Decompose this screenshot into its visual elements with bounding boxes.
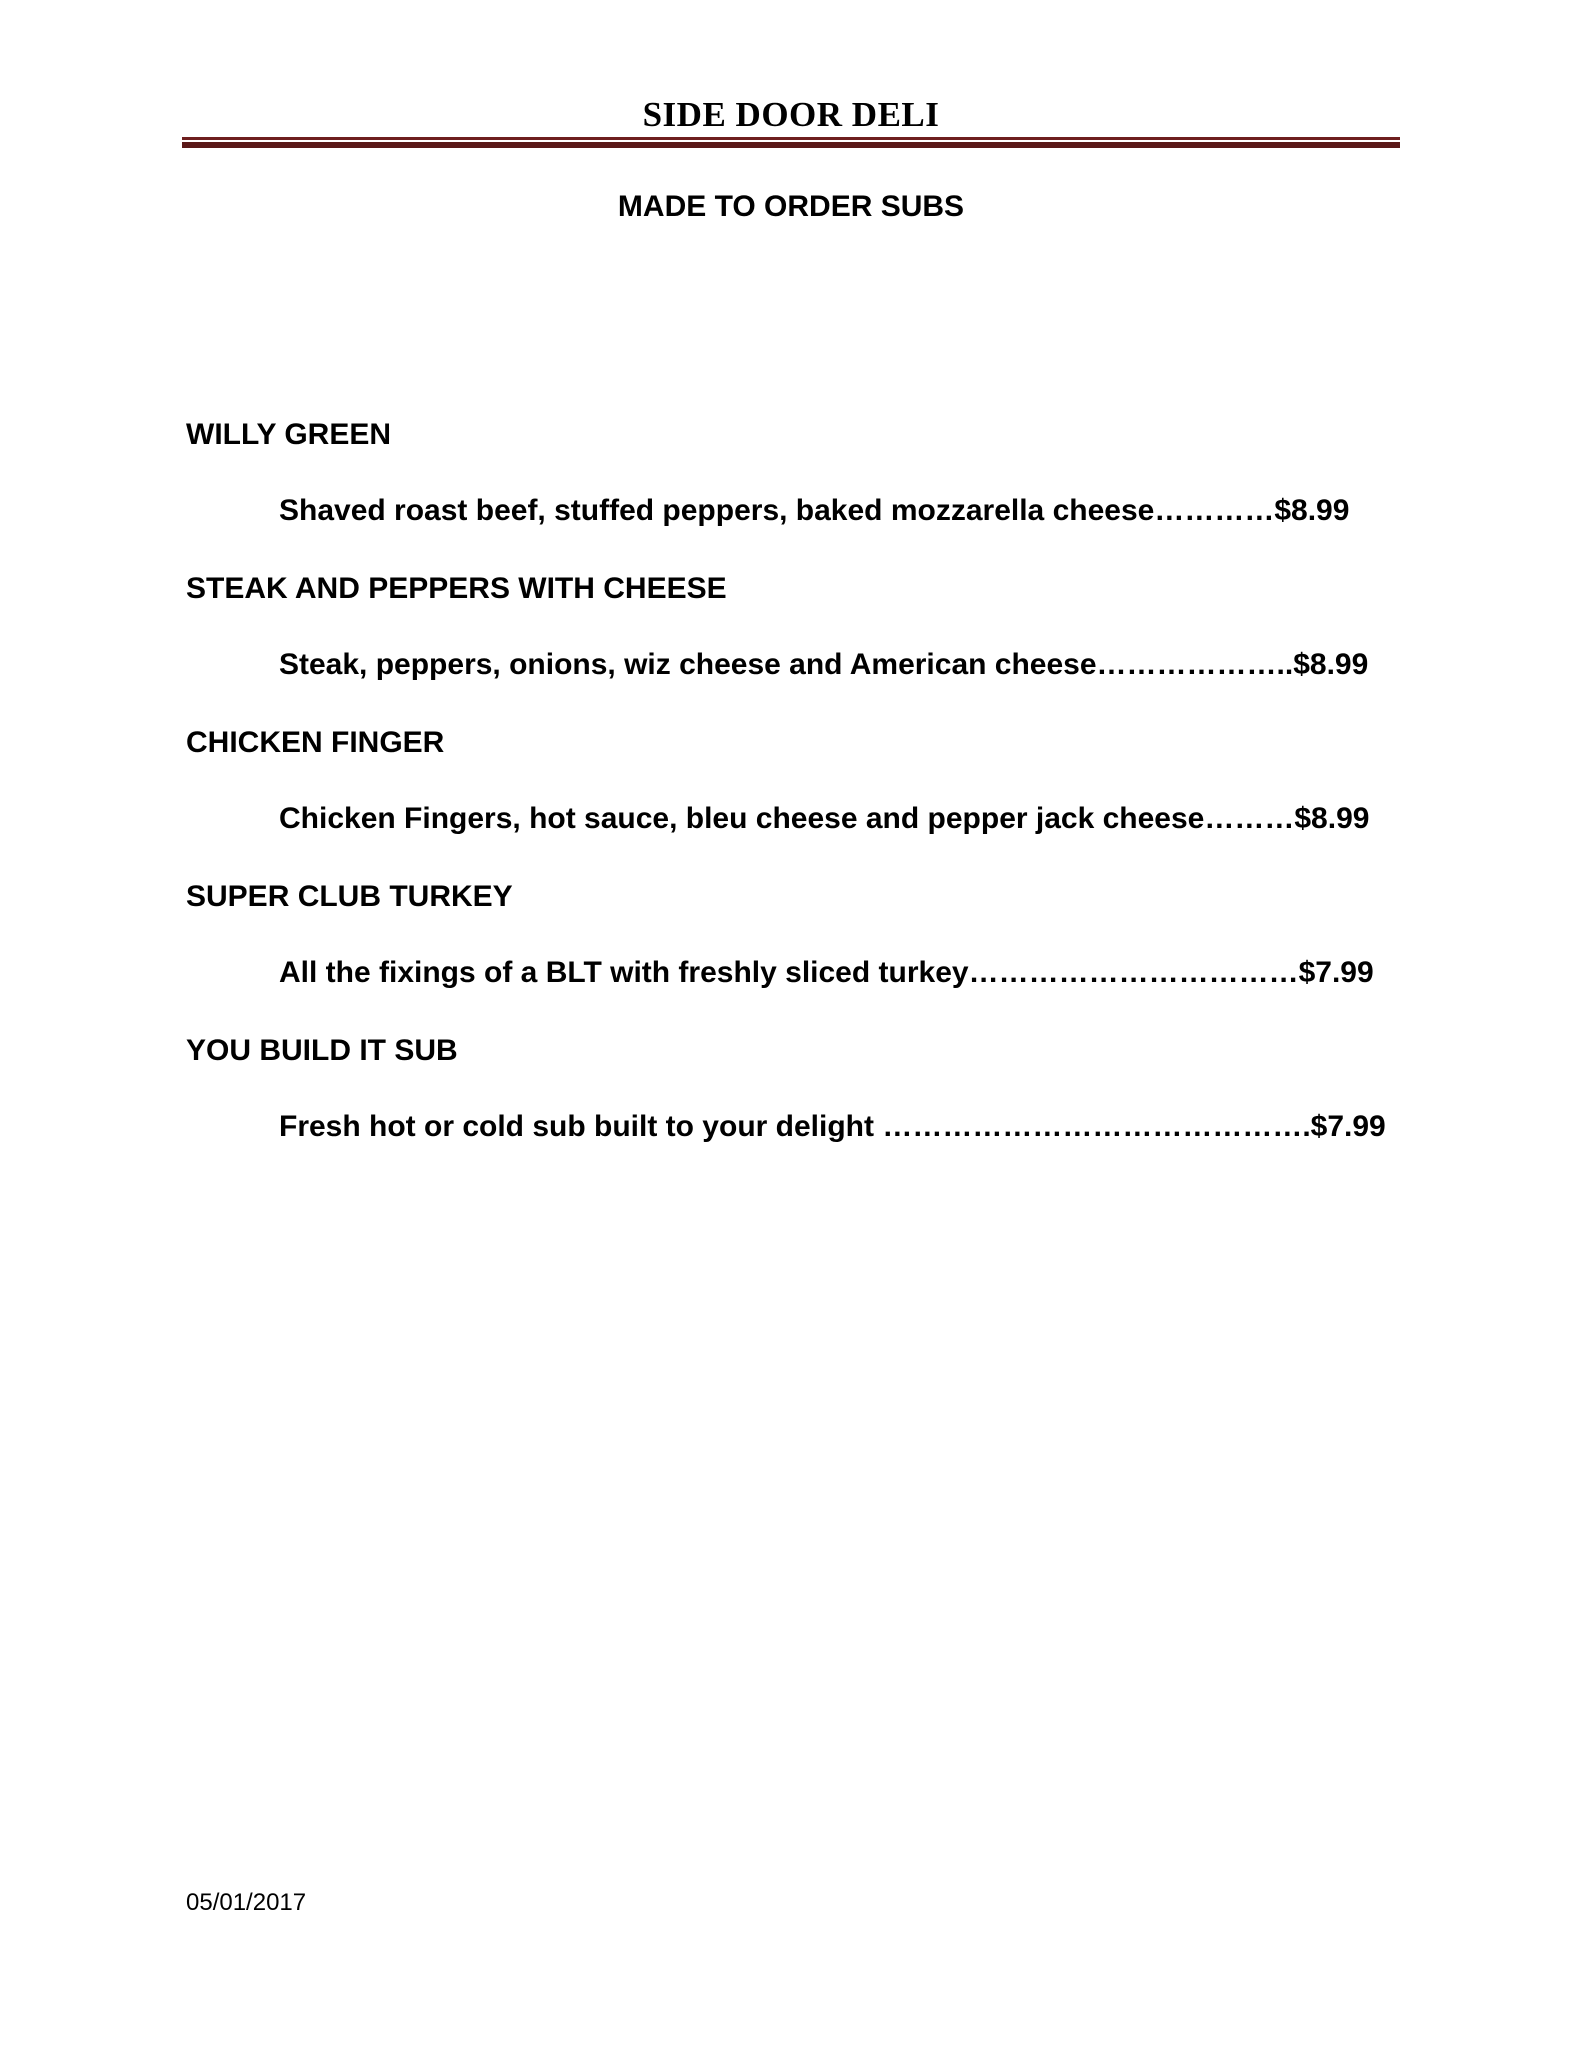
- menu-item-name: STEAK AND PEPPERS WITH CHEESE: [186, 572, 727, 605]
- menu-item-line: [279, 952, 1374, 994]
- menu-item-price: $8.99: [1293, 648, 1369, 681]
- menu-item-description: Chicken Fingers, hot sauce, bleu cheese and pepper jack cheese: [279, 802, 1205, 835]
- menu-item-line: [279, 644, 1368, 686]
- menu-item-leader: …………: [1154, 494, 1275, 527]
- menu-item-description: Steak, peppers, onions, wiz cheese and American cheese: [279, 648, 1097, 681]
- menu-item-description: All the fixings of a BLT with freshly sliced turkey: [279, 956, 969, 989]
- menu-item-price: $7.99: [1298, 956, 1374, 989]
- menu-item-description: Shaved roast beef, stuffed peppers, baked mozzarella cheese: [279, 494, 1155, 527]
- menu-item-name: CHICKEN FINGER: [186, 726, 445, 759]
- menu-item-description: Fresh hot or cold sub built to your delight: [279, 1110, 883, 1143]
- footer-date: 05/01/2017: [186, 1889, 307, 1916]
- menu-item-leader: …………………………………….: [882, 1110, 1311, 1143]
- menu-item-name: WILLY GREEN: [186, 418, 392, 451]
- menu-item-name: SUPER CLUB TURKEY: [186, 880, 513, 913]
- header-rule-thick: [182, 142, 1400, 148]
- menu-item-leader: ………………..: [1096, 648, 1294, 681]
- menu-item-price: $8.99: [1274, 494, 1350, 527]
- menu-item-line: [279, 490, 1349, 532]
- menu-item-chicken-finger: [186, 722, 1406, 876]
- menu-item-willy-green: [186, 414, 1406, 568]
- menu-list: [186, 414, 1406, 1184]
- restaurant-title: SIDE DOOR DELI: [642, 95, 940, 134]
- section-title: MADE TO ORDER SUBS: [617, 190, 965, 223]
- menu-item-price: $7.99: [1310, 1110, 1386, 1143]
- menu-item-steak-and-peppers: [186, 568, 1406, 722]
- menu-item-price: $8.99: [1294, 802, 1370, 835]
- menu-item-leader: ………: [1204, 802, 1295, 835]
- menu-item-line: [279, 1106, 1386, 1148]
- menu-item-super-club-turkey: [186, 876, 1406, 1030]
- header-rule-thin: [182, 137, 1400, 140]
- menu-item-you-build-it-sub: [186, 1030, 1406, 1184]
- menu-item-leader: ……………………………: [968, 956, 1299, 989]
- menu-item-line: [279, 798, 1369, 840]
- menu-item-name: YOU BUILD IT SUB: [186, 1034, 458, 1067]
